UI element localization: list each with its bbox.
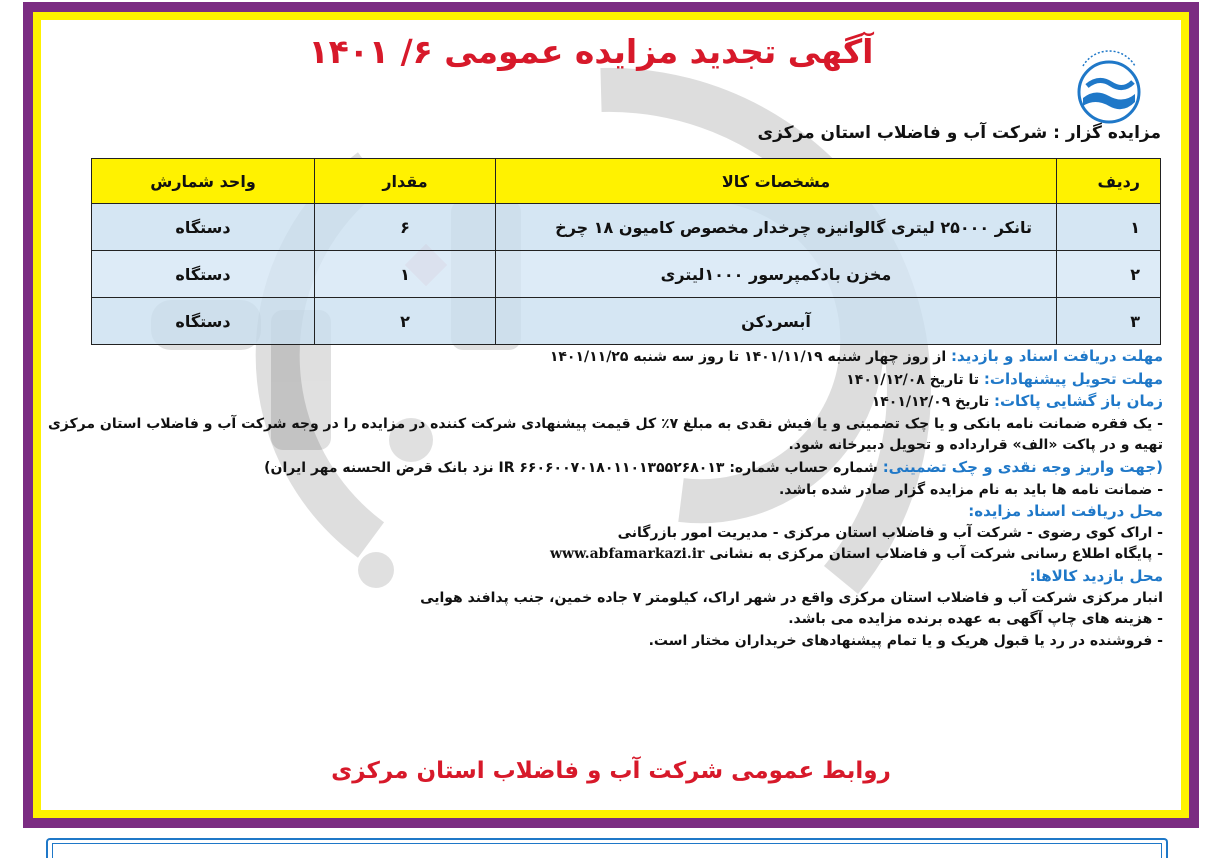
opening-text: تاریخ ۱۴۰۱/۱۲/۰۹	[871, 394, 990, 411]
auctioneer-line: مزایده گزار : شرکت آب و فاضلاب استان مرکزی	[757, 123, 1161, 143]
cell-qty: ۱	[315, 251, 496, 298]
water-company-logo	[1065, 40, 1153, 128]
table-row	[92, 251, 1161, 298]
docs-location-label: محل دریافت اسناد مزایده:	[968, 502, 1163, 521]
ad-details	[41, 346, 1163, 652]
table-row	[92, 298, 1161, 345]
ad-title: آگهی تجدید مزایده عمومی ۶/ ۱۴۰۱	[308, 32, 874, 71]
deposit-label: (جهت واریز وجه نقدی و چک تضمینی:	[882, 457, 1163, 476]
cell-qty: ۲	[315, 298, 496, 345]
table-row	[92, 204, 1161, 251]
offer-deadline-label: مهلت تحویل پیشنهادات:	[983, 369, 1163, 388]
cell-row-number: ۱	[1057, 204, 1161, 251]
table-header-row	[92, 159, 1161, 204]
guarantee-note: - ضمانت نامه ها باید به نام مزایده گزار صادر شده باشد.	[778, 481, 1163, 498]
cell-unit: دستگاه	[92, 251, 315, 298]
visit-label: محل بازدید کالاها:	[1029, 566, 1163, 585]
ad-panel	[41, 20, 1181, 810]
deposit-text: شماره حساب شماره: IR ۶۶۰۶۰۰۷۰۱۸۰۱۱۰۱۳۵۵۲۶۸۰۱۳ نزد بانک قرض الحسنه مهر ایران)	[264, 459, 878, 476]
header-unit: واحد شمارش	[92, 159, 315, 204]
opening-label: زمان باز گشایی پاکات:	[993, 392, 1163, 411]
docs-deadline-text: از روز چهار شنبه ۱۴۰۱/۱۱/۱۹ تا روز سه شنبه ۱۴۰۱/۱۱/۲۵	[549, 349, 947, 365]
guarantee-line-1: - یک فقره ضمانت نامه بانکی و یا چک تضمینی و یا فیش نقدی به مبلغ ۷٪ کل قیمت پیشنهادی شرکت کننده در مزایده را در وجه شرکت آب و فاضلاب استان مرکزی	[47, 415, 1163, 432]
docs-location-1: - اراک کوی رضوی - شرکت آب و فاضلاب استان مرکزی - مدیریت امور بازرگانی	[617, 524, 1163, 541]
public-relations-signature: روابط عمومی شرکت آب و فاضلاب استان مرکزی	[331, 758, 891, 784]
header-qty: مقدار	[315, 159, 496, 204]
docs-deadline-label: مهلت دریافت اسناد و بازدید:	[951, 347, 1163, 365]
items-table	[91, 158, 1161, 345]
cell-row-number: ۲	[1057, 251, 1161, 298]
cell-spec: مخزن بادکمپرسور ۱۰۰۰لیتری	[496, 251, 1057, 298]
docs-location-2	[41, 544, 1163, 566]
cell-spec: آبسردکن	[496, 298, 1057, 345]
offer-deadline-text: تا تاریخ ۱۴۰۱/۱۲/۰۸	[846, 371, 980, 388]
cell-qty: ۶	[315, 204, 496, 251]
docs-deadline-line	[41, 346, 1163, 369]
cell-row-number: ۳	[1057, 298, 1161, 345]
yellow-frame	[33, 12, 1189, 818]
outer-frame	[23, 2, 1199, 828]
header-spec: مشخصات کالا	[496, 159, 1057, 204]
docs-location-2-prefix: - پایگاه اطلاع رسانی شرکت آب و فاضلاب استان مرکزی به نشانی	[709, 546, 1163, 563]
cell-spec: تانکر ۲۵۰۰۰ لیتری گالوانیزه چرخدار مخصوص کامیون ۱۸ چرخ	[496, 204, 1057, 251]
cell-unit: دستگاه	[92, 298, 315, 345]
offer-deadline-line	[41, 369, 1163, 392]
header-row-number: ردیف	[1057, 159, 1161, 204]
seller-note: - فروشنده در رد یا قبول هریک و یا تمام پیشنهادهای خریداران مختار است.	[648, 632, 1163, 649]
next-ad-border	[46, 838, 1168, 858]
cost-note: - هزینه های چاپ آگهی به عهده برنده مزایده می باشد.	[788, 611, 1163, 628]
cell-unit: دستگاه	[92, 204, 315, 251]
visit-text: انبار مرکزی شرکت آب و فاضلاب استان مرکزی واقع در شهر اراک، کیلومتر ۷ جاده خمین، جنب پدافند هوایی	[420, 589, 1163, 606]
website-link[interactable]: www.abfamarkazi.ir	[549, 546, 705, 563]
opening-line	[41, 391, 1163, 414]
guarantee-line-2: تهیه و در پاکت «الف» قرارداده و تحویل دبیرخانه شود.	[788, 437, 1163, 454]
deposit-line	[41, 457, 1163, 480]
